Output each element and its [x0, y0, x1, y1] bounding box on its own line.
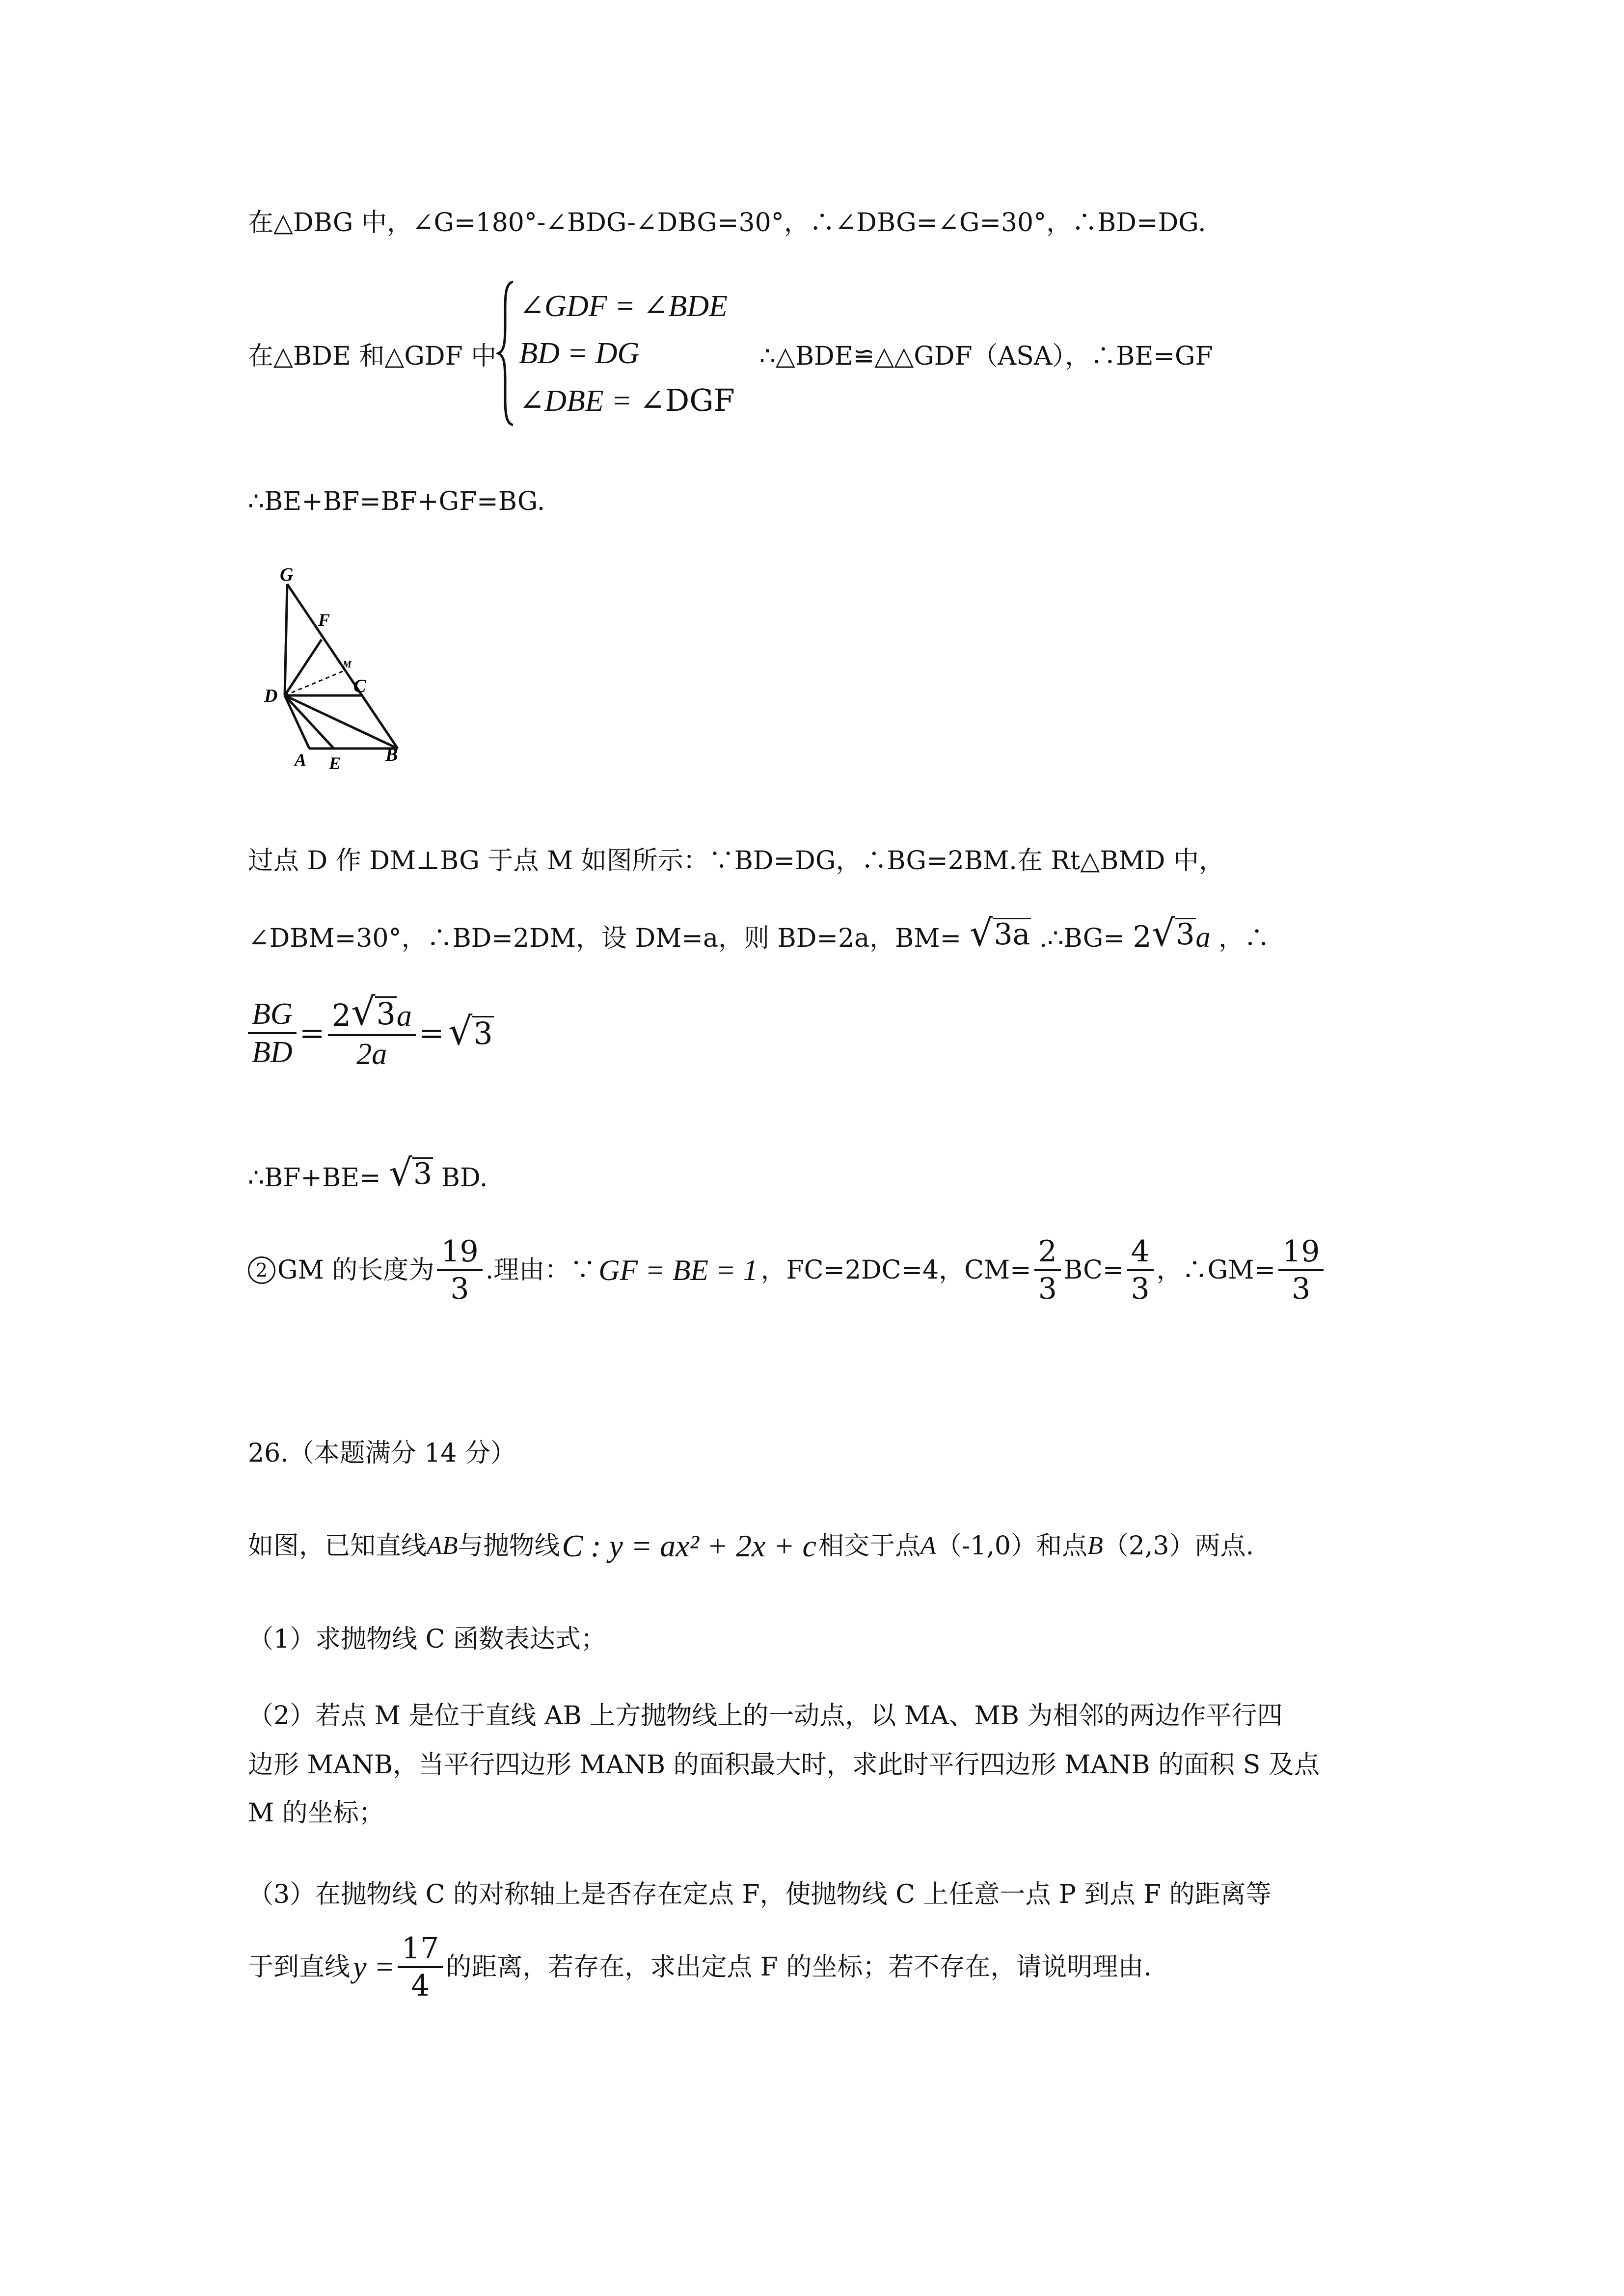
- solution-line-1: [248, 210, 1206, 236]
- congruence-system: [248, 280, 1213, 427]
- fraction-17-4: $\frac{17}{4}$: [398, 1934, 443, 2001]
- segment-DE: [285, 695, 334, 748]
- solution-line-5: ∠DBM=30°，∴BD=2DM，设 DM=a，则 BD=2a，BM= √ 3a .∴BG= 2 √ 3 a ，∴: [248, 911, 1270, 955]
- sqrt-3-result: √ 3: [448, 1009, 493, 1054]
- fraction-4-3: $\frac{4}{3}$: [1127, 1237, 1153, 1304]
- question-26-heading: 26.（本题满分 14 分）: [248, 1439, 516, 1468]
- line-prefix: 在△BDE 和△GDF 中: [248, 341, 497, 371]
- label-D: D: [264, 686, 278, 706]
- sqrt-3-bd: √ 3: [389, 1151, 433, 1194]
- parabola-equation: C : y = ax² + 2x + c: [562, 1528, 816, 1563]
- fraction-19-3: $\frac{19}{3}$: [437, 1237, 482, 1304]
- question-26-part-2-line-1: （2）若点 M 是位于直线 AB 上方抛物线上的一动点，以 MA、MB 为相邻的两边作平行四: [248, 1701, 1283, 1731]
- question-26-part-2-line-3: M 的坐标；: [248, 1798, 384, 1828]
- label-B: B: [385, 745, 398, 765]
- solution-line-4: 过点 D 作 DM⊥BG 于点 M 如图所示：∵BD=DG，∴BG=2BM.在 Rt△BMD 中，: [248, 846, 1224, 876]
- fraction-2sqrt3a-over-2a: 2 √ 3 a 2a: [328, 996, 416, 1069]
- label-M: M: [343, 659, 352, 670]
- left-brace-icon: [496, 280, 516, 427]
- label-F: F: [318, 610, 330, 630]
- question-26-stem: 如图，已知直线 AB 与抛物线 C : y = ax² + 2x + c 相交于点 A （-1,0）和点 B （2,3）两点.: [248, 1528, 1254, 1563]
- segment-GD: [285, 584, 287, 695]
- equation-rows: [519, 291, 735, 416]
- geometry-figure: [255, 567, 417, 783]
- equation-row-3: ∠DBE = ∠DGF: [519, 382, 735, 418]
- sqrt-3a: √ 3a: [969, 911, 1030, 955]
- fraction-BG-over-BD: $\frac{BG}{BD}$: [248, 999, 297, 1068]
- segment-DA: [285, 695, 309, 748]
- question-26-part-2-line-2: 边形 MANB，当平行四边形 MANB 的面积最大时，求此时平行四边形 MANB 的面积 S 及点: [248, 1750, 1320, 1780]
- label-A: A: [295, 750, 307, 770]
- congruence-conclusion: ∴△BDE≌△△GDF（ASA），∴BE=GF: [759, 341, 1213, 371]
- solution-line-3: ∴BE+BF=BF+GF=BG.: [248, 487, 545, 516]
- question-26-part-1: （1）求抛物线 C 函数表达式；: [248, 1625, 606, 1654]
- circled-number-2: 2: [248, 1256, 275, 1284]
- label-E: E: [329, 753, 341, 773]
- question-26-part-3-line-1: （3）在抛物线 C 的对称轴上是否存在定点 F，使抛物线 C 上任意一点 P 到点 F 的距离等: [248, 1880, 1272, 1909]
- equation-row-2: BD = DG: [519, 336, 640, 370]
- solution-line-7: ∴BF+BE= √ 3 BD.: [248, 1151, 488, 1194]
- solution-line-6: $\frac{BG}{BD}$ = 2 √ 3 a 2a = √ 3: [248, 996, 494, 1069]
- line-text: 在△DBG 中，∠G=180°-∠BDG-∠DBG=30°，∴∠DBG=∠G=30°，∴BD=DG.: [248, 208, 1206, 238]
- fraction-2-3: $\frac{2}{3}$: [1034, 1237, 1061, 1304]
- fraction-19-3-gm: $\frac{19}{3}$: [1278, 1237, 1324, 1304]
- segment-DF: [285, 640, 322, 695]
- label-C: C: [353, 676, 366, 696]
- sqrt-3: √ 3: [1151, 911, 1195, 955]
- solution-line-8: 2 GM 的长度为 $\frac{19}{3}$ .理由：∵ GF = BE = 1 ，FC=2DC=4，CM= $\frac{2}{3}$ BC= $\frac{4}{3}$ ，∴GM= $\frac{19}{3}$: [248, 1237, 1326, 1304]
- label-G: G: [280, 567, 294, 585]
- equation-row-1: ∠GDF = ∠BDE: [519, 289, 728, 323]
- question-26-part-3-line-2: 于到直线 y = $\frac{17}{4}$ 的距离，若存在，求出定点 F 的坐标；若不存在，请说明理由.: [248, 1931, 1152, 2003]
